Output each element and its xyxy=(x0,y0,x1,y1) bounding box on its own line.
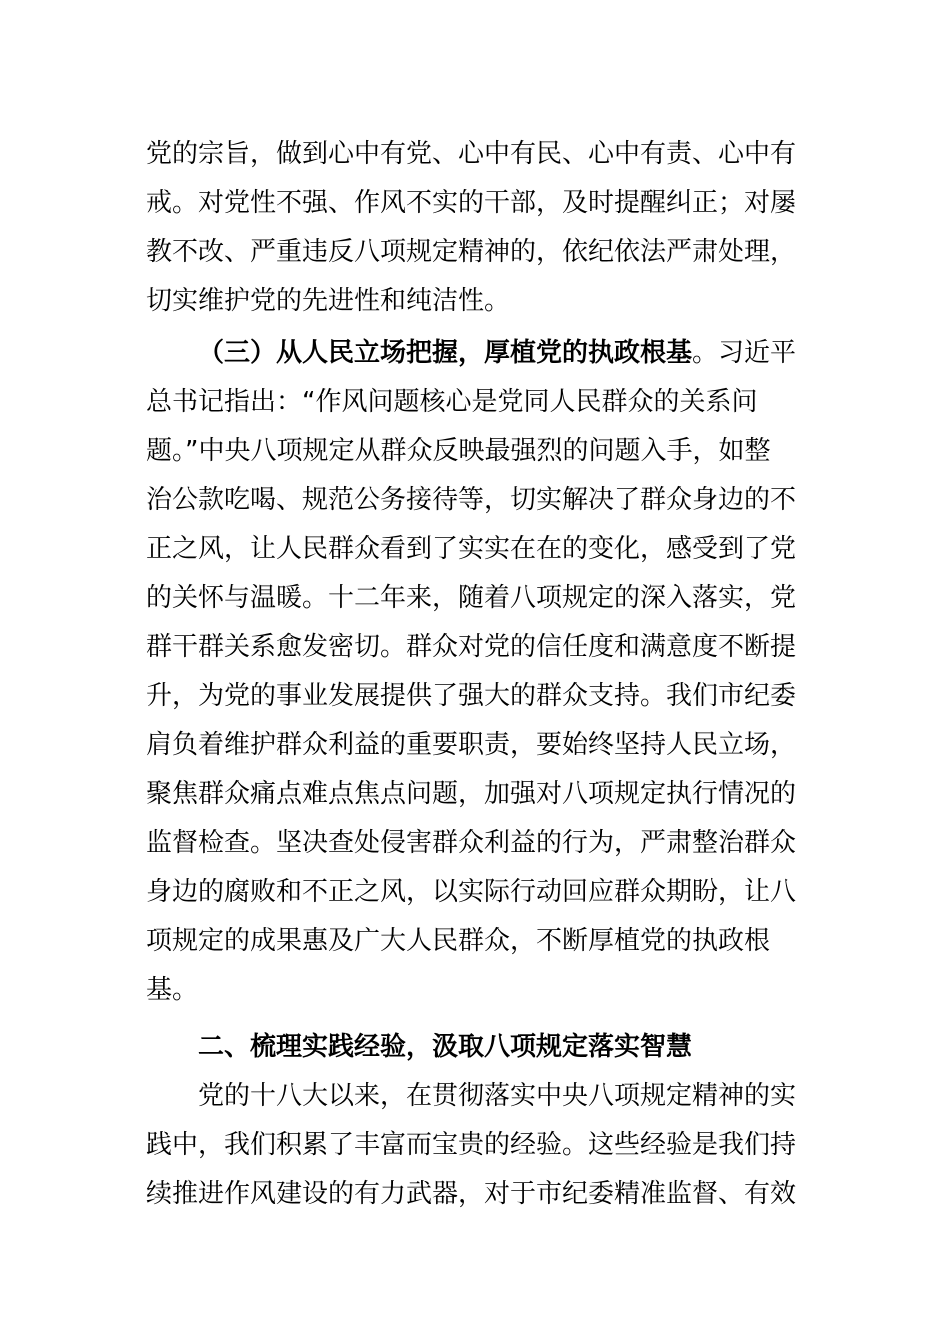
text-line: 群干群关系愈发密切。群众对党的信任度和满意度不断提 xyxy=(146,632,797,662)
section-heading-two-container xyxy=(146,1023,796,1072)
text-line: 治公款吃喝、规范公务接待等，切实解决了群众身边的不 xyxy=(146,485,797,515)
text-line: 切实维护党的先进性和纯洁性。 xyxy=(146,286,511,316)
paragraph-first-line xyxy=(146,329,796,378)
paragraph-people-stance xyxy=(146,329,796,1015)
text-line: 总书记指出：“作风问题核心是党同人民群众的关系问 xyxy=(146,387,758,417)
text-line: 基。 xyxy=(146,975,199,1005)
text-line: 践中，我们积累了丰富而宝贵的经验。这些经验是我们持 xyxy=(146,1130,797,1160)
text-line: 项规定的成果惠及广大人民群众，不断厚植党的执政根 xyxy=(146,926,771,956)
text-line: 肩负着维护群众利益的重要职责，要始终坚持人民立场， xyxy=(146,730,797,760)
text-line: 正之风，让人民群众看到了实实在在的变化，感受到了党 xyxy=(146,534,797,564)
text-line: 的关怀与温暖。十二年来，随着八项规定的深入落实，党 xyxy=(146,583,797,613)
text-line: 党的十八大以来，在贯彻落实中央八项规定精神的实 xyxy=(198,1081,797,1111)
text-line: 监督检查。坚决查处侵害群众利益的行为，严肃整治群众 xyxy=(146,828,797,858)
text-run: 。习近平 xyxy=(692,338,797,368)
text-line: 聚焦群众痛点难点焦点问题，加强对八项规定执行情况的 xyxy=(146,779,797,809)
text-line: 续推进作风建设的有力武器，对于市纪委精准监督、有效 xyxy=(146,1179,797,1209)
section-heading-three: （三）从人民立场把握，厚植党的执政根基 xyxy=(198,338,693,368)
text-line: 戒。对党性不强、作风不实的干部，及时提醒纠正；对屡 xyxy=(146,188,797,218)
text-line: 党的宗旨，做到心中有党、心中有民、心中有责、心中有 xyxy=(146,139,797,169)
section-heading-two: 二、梳理实践经验，汲取八项规定落实智慧 xyxy=(198,1032,693,1062)
paragraph-party-purpose xyxy=(146,130,796,326)
text-line: 教不改、严重违反八项规定精神的，依纪依法严肃处理， xyxy=(146,237,797,267)
text-line: 身边的腐败和不正之风，以实际行动回应群众期盼，让八 xyxy=(146,877,797,907)
text-line: 升，为党的事业发展提供了强大的群众支持。我们市纪委 xyxy=(146,681,797,711)
paragraph-practice-experience xyxy=(146,1072,796,1219)
text-line: 题。”中央八项规定从群众反映最强烈的问题入手，如整 xyxy=(146,436,771,466)
